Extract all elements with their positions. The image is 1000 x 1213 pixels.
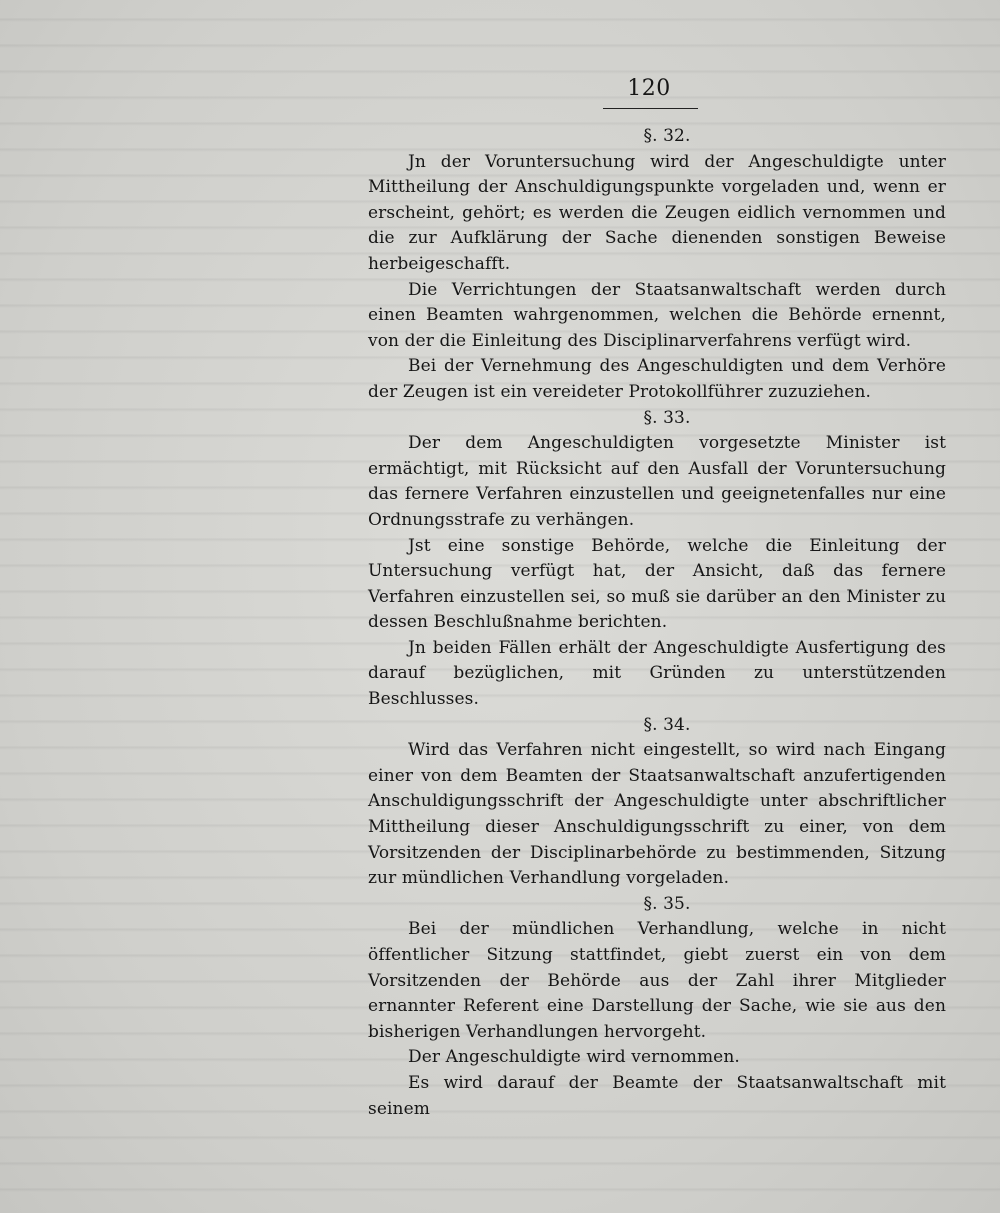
paragraph: Jn der Voruntersuchung wird der Angeschuldigte unter Mittheilung der Anschuldigungspunkte vorgeladen und, wenn er erscheint, gehört; es werden die Zeugen eidlich vernommen und die zur Aufklärung der Sache dienenden sonstigen Beweise herbeigeschafft.	[368, 151, 946, 274]
page-body	[368, 124, 946, 1122]
paragraph: Wird das Verfahren nicht eingestellt, so wird nach Eingang einer von dem Beamten der Staatsanwaltschaft anzufertigenden Anschuldigungsschrift der Angeschuldigte unter abschriftlicher Mittheilung dieser Anschuldigungsschrift zu einer, von dem Vorsitzenden der Disciplinarbehörde zu bestimmenden, Sitzung zur mündlichen Verhandlung vorgeladen.	[368, 740, 946, 889]
section-heading: §. 34.	[643, 714, 691, 735]
section-34	[368, 713, 946, 892]
paragraph: Es wird darauf der Beamte der Staatsanwaltschaft mit seinem	[368, 1072, 946, 1119]
section-heading: §. 35.	[643, 893, 691, 914]
paragraph: Der Angeschuldigte wird vernommen.	[408, 1047, 740, 1068]
paragraph: Jn beiden Fällen erhält der Angeschuldigte Ausfertigung des darauf bezüglichen, mit Gründen zu unterstützenden Beschlusses.	[368, 637, 946, 710]
section-33	[368, 406, 946, 713]
paragraph: Jst eine sonstige Behörde, welche die Einleitung der Untersuchung verfügt hat, der Ansicht, daß das fernere Verfahren einzustellen sei, so muß sie darüber an den Minister zu dessen Beschlußnahme berichten.	[368, 535, 946, 633]
page-number: 120	[627, 76, 671, 101]
paragraph: Die Verrichtungen der Staatsanwaltschaft werden durch einen Beamten wahrgenommen, welchen die Behörde ernennt, von der die Einleitung des Disciplinarverfahrens verfügt wird.	[368, 279, 946, 351]
section-heading: §. 32.	[643, 126, 691, 146]
paragraph: Bei der Vernehmung des Angeschuldigten und dem Verhöre der Zeugen ist ein vereideter Protokollführer zuzuziehen.	[368, 356, 946, 402]
section-35	[368, 892, 946, 1122]
paragraph: Bei der mündlichen Verhandlung, welche in nicht öffentlicher Sitzung stattfindet, giebt zuerst ein von dem Vorsitzenden der Behörde aus der Zahl ihrer Mitglieder ernannter Referent eine Darstellung der Sache, wie sie aus den bisherigen Verhandlungen hervorgeht.	[368, 919, 946, 1042]
section-32	[368, 124, 946, 406]
section-heading: §. 33.	[643, 407, 691, 428]
header-rule	[603, 108, 698, 109]
paragraph: Der dem Angeschuldigten vorgesetzte Minister ist ermächtigt, mit Rücksicht auf den Ausfall der Voruntersuchung das fernere Verfahren einzustellen und geeignetenfalles nur eine Ordnungsstrafe zu verhängen.	[368, 433, 946, 530]
